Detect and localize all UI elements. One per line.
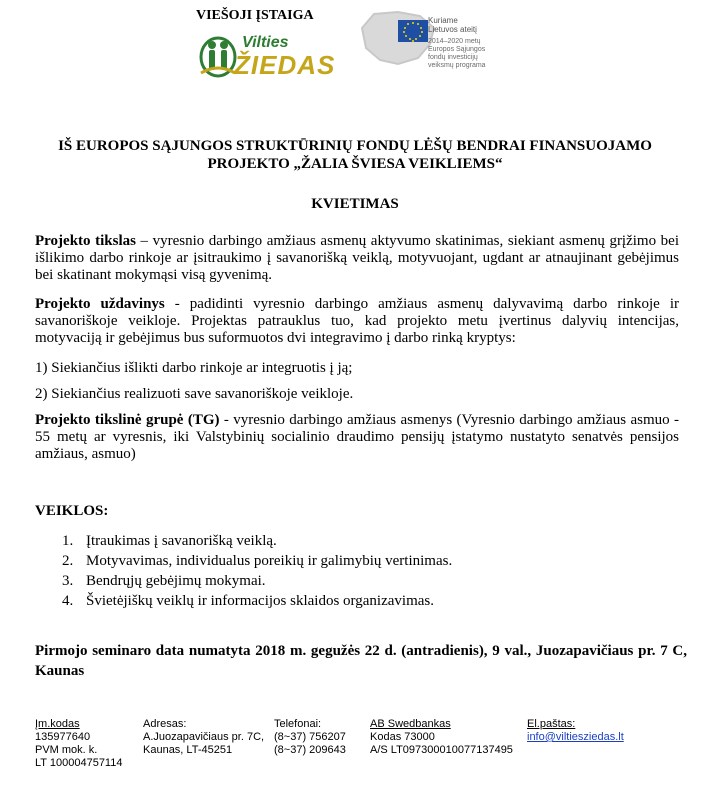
footer-bank: AB Swedbankas Kodas 73000 A/S LT097300010077137495 [370, 718, 513, 756]
activities-list [62, 531, 452, 611]
document-title [20, 137, 690, 173]
title-line-2: PROJEKTO „ŽALIA ŠVIESA VEIKLIEMS“ [207, 156, 503, 172]
direction-2: 2) Siekiančius realizuoti save savanoriškoje veikloje. [35, 386, 354, 402]
target-group-text: - vyresnio darbingo amžiaus asmenys (Vyresnio darbingo amžiaus asmuo - 55 metų ar vyresnis, iki Valstybinių socialinio draudimo pensijų įstatymo nustatyto senatvės pensijos amžiaus, asmuo) [35, 412, 679, 462]
email-link[interactable]: info@viltiesziedas.lt [527, 731, 624, 743]
title-line-1: IŠ EUROPOS SĄJUNGOS STRUKTŪRINIŲ FONDŲ LĖŠŲ BENDRAI FINANSUOJAMO [58, 138, 652, 154]
list-item: 4. Švietėjiškų veiklų ir informacijos sklaidos organizavimas. [62, 593, 434, 609]
project-goal-label: Projekto tikslas [35, 233, 136, 249]
target-group-label: Projekto tikslinė grupė (TG) [35, 412, 220, 428]
project-task-text: - padidinti vyresnio darbingo amžiaus asmenų dalyvavimą darbo rinkoje ir savanoriškoje veikloje. Projektas patrauklus tuo, kad projekto metu įvertinus dalyvių intencijas, motyvaciją ir gebėjimus bus suformuotos dvi integravimo į darbo rinką kryptys: [35, 296, 679, 346]
footer-company-code: Įm.kodas 135977640 PVM mok. k. LT 100004757114 [35, 718, 123, 769]
eu-funds-logo [358, 8, 528, 72]
list-item: 1. Įtraukimas į savanorišką veiklą. [62, 533, 277, 549]
invitation-heading: KVIETIMAS [311, 196, 399, 212]
eu-line-3: 2014–2020 metų [428, 38, 481, 45]
footer-email: El.paštas: info@viltiesziedas.lt [527, 718, 624, 743]
direction-1: 1) Siekiančius išlikti darbo rinkoje ar integruotis į ją; [35, 360, 353, 376]
eu-line-4: Europos Sąjungos [428, 46, 486, 53]
eu-line-6: veiksmų programa [428, 62, 486, 69]
seminar-info: Pirmojo seminaro data numatyta 2018 m. gegužės 22 d. (antradienis), 9 val., Juozapavičiaus pr. 7 C, Kaunas [35, 643, 687, 679]
target-group-paragraph [35, 412, 679, 463]
list-item: 2. Motyvavimas, individualus poreikių ir galimybių vertinimas. [62, 553, 453, 569]
vilties-ziedas-logo [198, 33, 348, 81]
eu-line-5: fondų investicijų [428, 54, 478, 61]
people-ring-icon [198, 33, 238, 79]
logo-text-bottom: ŽIEDAS [234, 50, 336, 80]
footer-phones: Telefonai: (8~37) 756207 (8~37) 209643 [274, 718, 346, 756]
project-task-label: Projekto uždavinys [35, 296, 165, 312]
activities-heading: VEIKLOS: [35, 503, 109, 519]
logo-text-top: Vilties [242, 34, 289, 51]
project-task-paragraph [35, 296, 679, 347]
project-goal-paragraph [35, 233, 679, 284]
organization-type: VIEŠOJI ĮSTAIGA [196, 8, 314, 23]
eu-funds-text [428, 16, 523, 70]
footer-address: Adresas: A.Juozapavičiaus pr. 7C, Kaunas, LT-45251 [143, 718, 265, 756]
eu-line-2: Lietuvos ateitį [428, 25, 477, 34]
list-item: 3. Bendrųjų gebėjimų mokymai. [62, 573, 266, 589]
eu-line-1: Kuriame [428, 16, 458, 25]
project-goal-text: – vyresnio darbingo amžiaus asmenų aktyvumo skatinimas, siekiant asmenų grįžimo bei išlikimo darbo rinkoje ar įsitraukimo į savanorišką veiklą, motyvuojant, ugdant ar atnaujinant gebėjimus bei skatinant mokymąsi visą gyvenimą. [35, 233, 679, 283]
